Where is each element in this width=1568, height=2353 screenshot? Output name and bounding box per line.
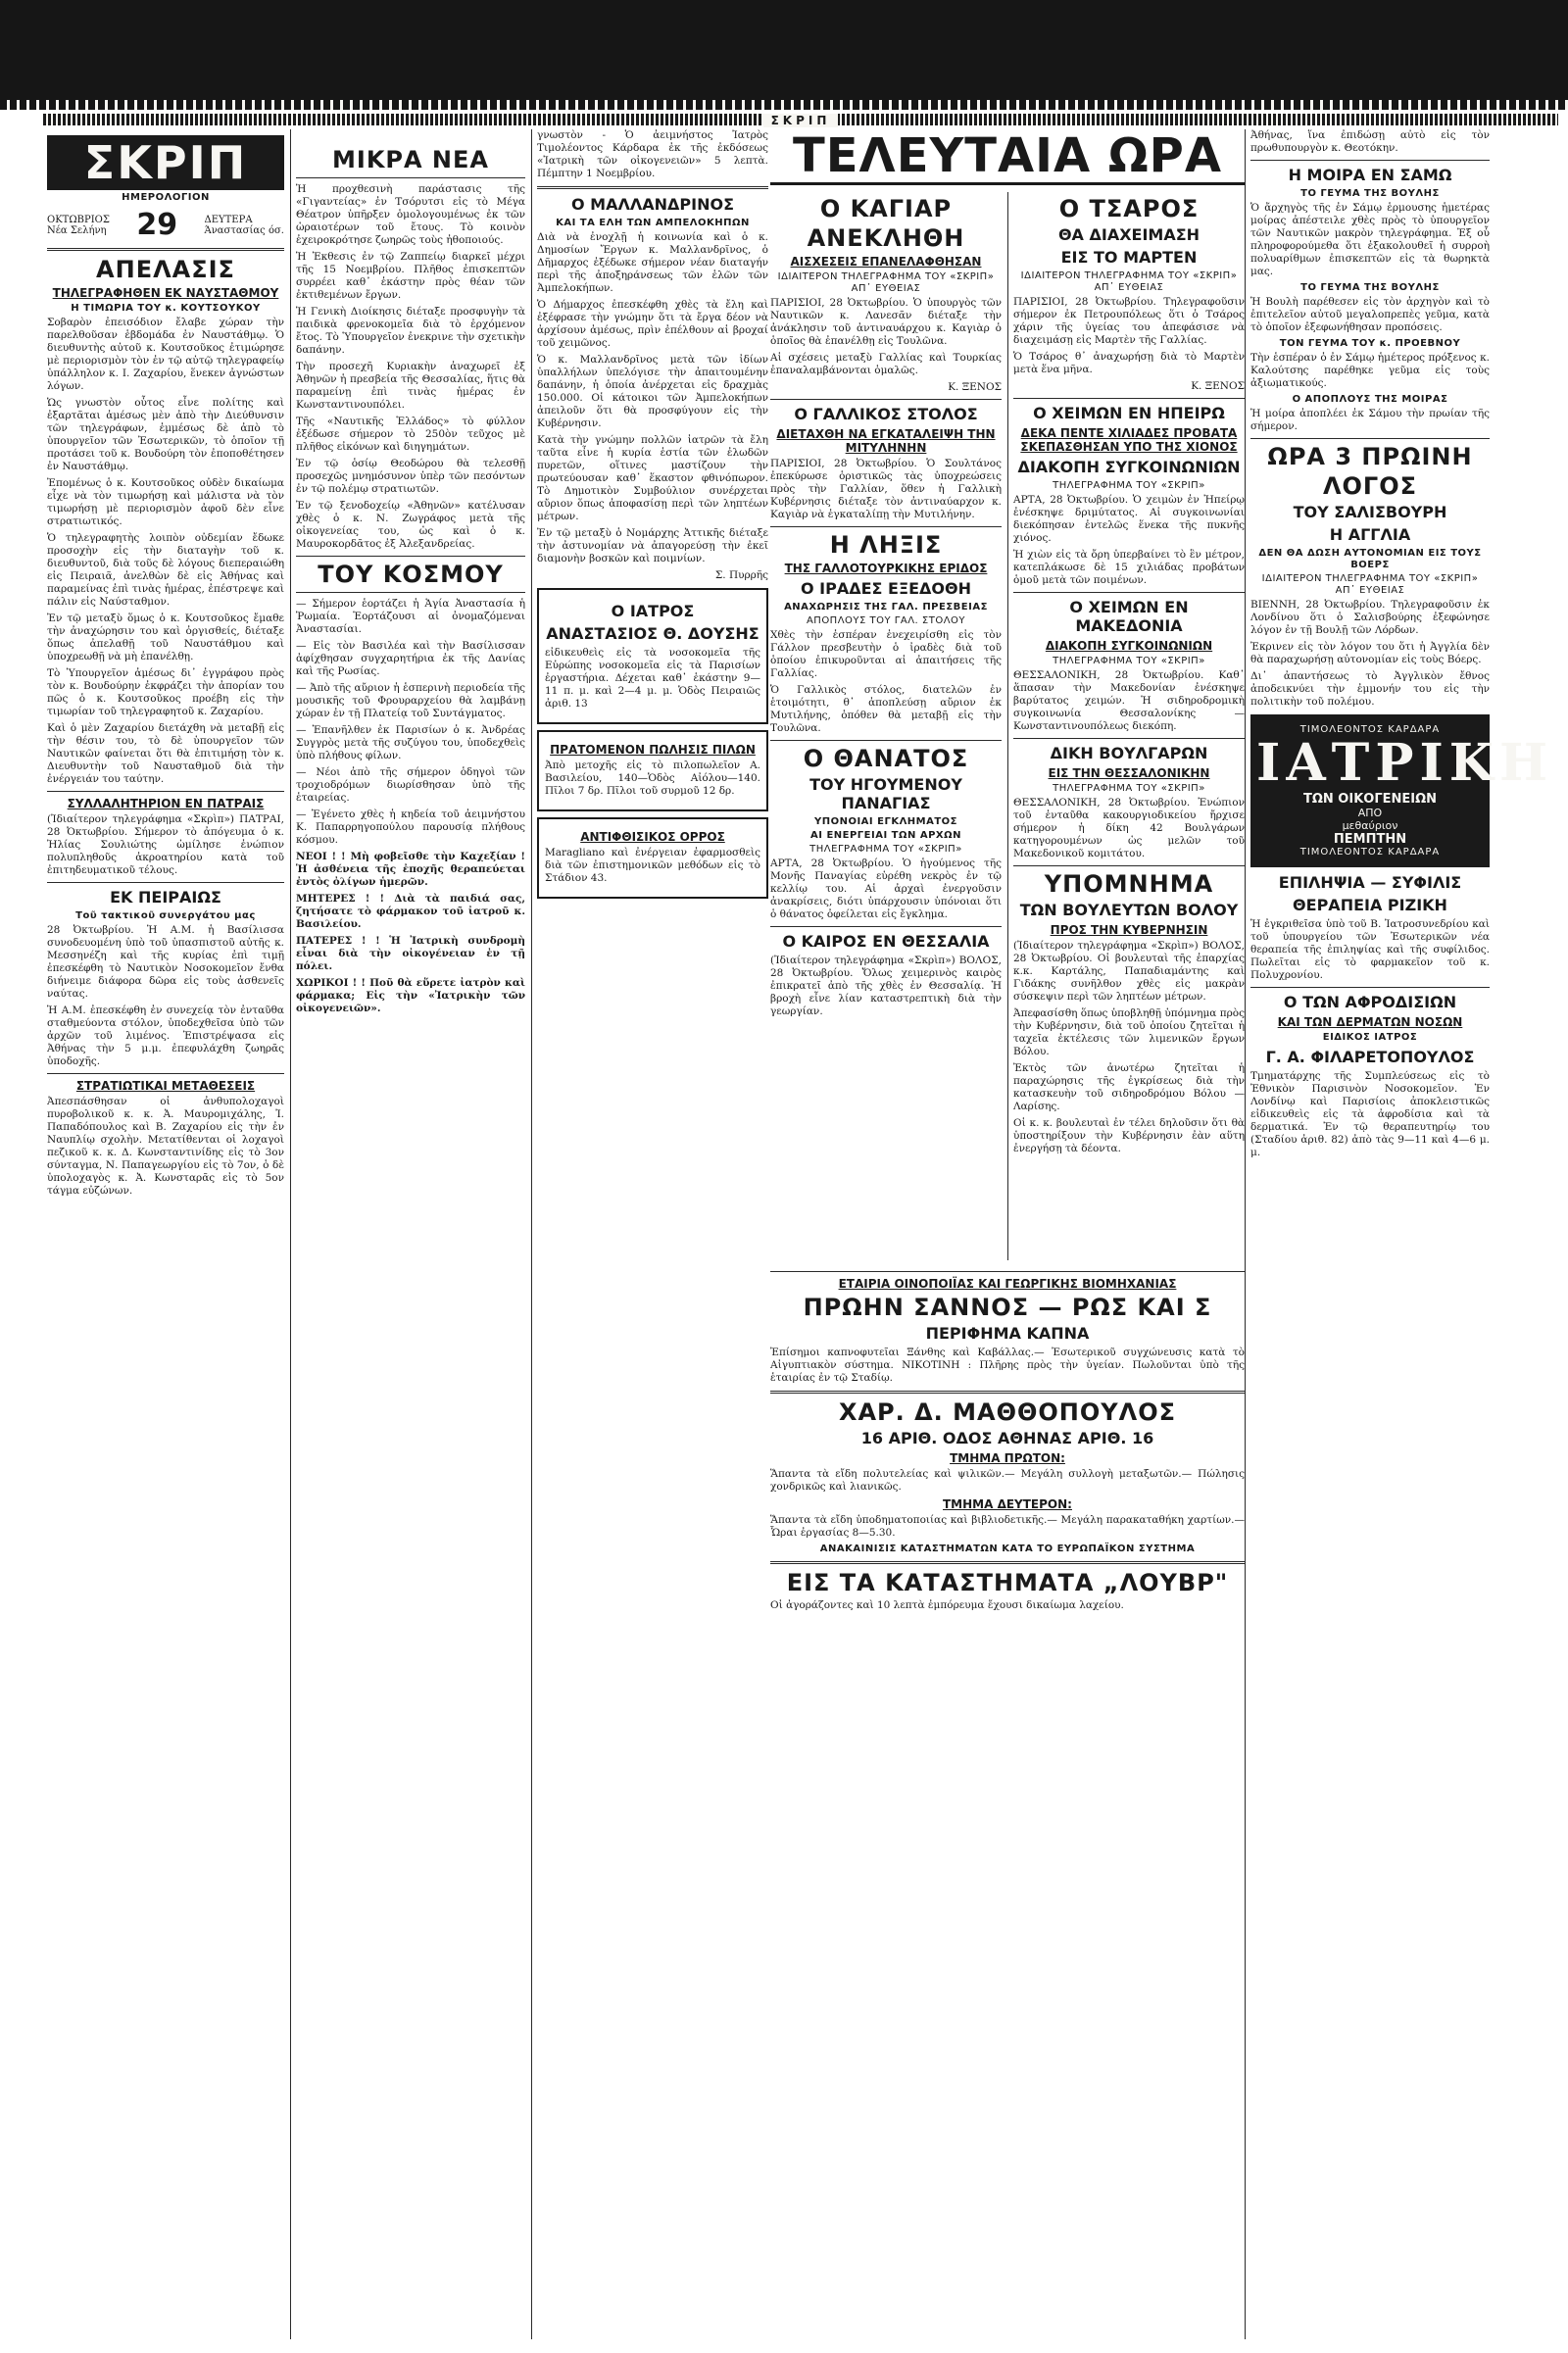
article-paragraph: Ἀπεφασίσθη ὅπως ὑποβληθῇ ὑπόμνημα πρὸς τὴν Κυβέρνησιν, διὰ τοῦ ὁποίου ζητεῖται ἡ ταχεῖα ἐκτέλεσις τῶν λιμενικῶν ἔργων Βόλου. xyxy=(1013,1007,1245,1057)
article-paragraph: ΘΕΣΣΑΛΟΝΙΚΗ, 28 Ὀκτωβρίου. Ἐνώπιον τοῦ ἐνταῦθα κακουργιοδικείου ἤρχισε σήμερον ἡ δίκη 42 Βουλγάρων κατηγορουμένων ὡς μελῶν τοῦ Μακεδονικοῦ κομιτάτου. xyxy=(1013,797,1245,859)
advert-text: Ἐπίσημοι καπνοφυτεῖαι Ξάνθης καὶ Καβάλλας.— Ἐσωτερικοῦ συγχώνευσις κατὰ τὸ Αἰγυπτιακὸν σύστημα. ΝΙΚΟΤΙΝΗ : Πλῆρης πρὸς τὴν ὑγείαν. Πωλοῦνται ὑπὸ τῆς ἑταιρίας ἐν τῷ Σταδίῳ. xyxy=(770,1347,1245,1384)
article-paragraph: Ἐκτὸς τῶν ἀνωτέρω ζητεῖται ἡ παραχώρησις τῆς ἐγκρίσεως διὰ τὴν κατασκευὴν τοῦ σιδηροδρόμου Βόλου — Λαρίσης. xyxy=(1013,1062,1245,1112)
article-byline: ΤΗΛΕΓΡΑΦΗΜΑ ΤΟΥ «ΣΚΡΙΠ» xyxy=(1053,656,1205,666)
column-rule xyxy=(531,129,532,2339)
article-paragraph: Ἐν τῷ μεταξὺ ὅμως ὁ κ. Κουτσοῦκος ἔμαθε τὴν ἀναχώρησιν του καὶ ὀργισθείς, διέταξε ὅπως ἀπελαθῇ τοῦ Ναυστάθμου καὶ ὑποχρεωθῇ νὰ μὴ ἐπανέλθῃ. xyxy=(47,613,284,662)
article-paragraph: Ὁ Τσάρος θ᾿ ἀναχωρήσῃ διὰ τὸ Μαρτὲν μετὰ ἕνα μῆνα. xyxy=(1013,351,1245,375)
store-section-title: ΤΜΗΜΑ ΠΡΩΤΟΝ: xyxy=(950,1451,1065,1465)
article-subheadline: ΤΗΣ ΓΑΛΛΟΤΟΥΡΚΙΚΗΣ ΕΡΙΔΟΣ xyxy=(784,562,988,575)
article-paragraph: Καὶ ὁ μὲν Ζαχαρίου διετάχθη νὰ μεταβῇ εἰς τὴν θέσιν του, τὸ δὲ ὑπουργεῖον τῶν Ναυτικῶν φαίνεται ὅτι θὰ ἐπιτιμήσῃ τὸν κ. Διευθυντὴν τοῦ Ναυσταθμοῦ διὰ τὴν ἐνέργειάν του ταύτην. xyxy=(47,722,284,785)
divider xyxy=(1013,738,1245,739)
latest-hour-banner: ΤΕΛΕΥΤΑΙΑ ΩΡΑ xyxy=(770,129,1245,185)
article-subheadline: ΕΙΣ ΤΗΝ ΘΕΣΣΑΛΟΝΙΚΗΝ xyxy=(1048,766,1210,780)
wine-company-name: ΠΡΩΗΝ ΣΑΝΝΟΣ — ΡΩΣ ΚΑΙ Σ xyxy=(803,1294,1212,1321)
calendar-title: ΗΜΕΡΟΛΟΓΙΟΝ xyxy=(122,192,210,203)
advert-name: ΑΝΑΣΤΑΣΙΟΣ Θ. ΔΟΥΣΗΣ xyxy=(546,624,760,643)
article-subheadline: ΔΕΝ ΘΑ ΔΩΣΗ ΑΥΤΟΝΟΜΙΑΝ ΕΙΣ ΤΟΥΣ ΒΟΕΡΣ xyxy=(1258,548,1482,570)
article-byline: ΙΔΙΑΙΤΕΡΟΝ ΤΗΛΕΓΡΑΦΗΜΑ ΤΟΥ «ΣΚΡΙΠ» ΑΠ᾿ ΕΥΘΕΙΑΣ xyxy=(1020,270,1238,293)
article-paragraph: Ὁ ἄρχηγὸς τῆς ἐν Σάμῳ ἑρμουσης ἡμετέρας μοίρας ἀπέστειλε χθὲς πρὸς τὸ ὑπουργεῖον τῶν Ναυτικῶν μακρὸν τηλεγράφημα. Ἐξ οὗ πληροφορούμεθα ὅτι ἐξακολουθεῖ ἡ συρροὴ πολυαρίθμων ἐπισκεπτῶν εἰς τὰ θωρηκτὰ μας. xyxy=(1250,202,1490,277)
advert-title: ΠΡΑΤΟΜΕΝΟΝ ΠΩΛΗΣΙΣ ΠΙΛΩΝ xyxy=(550,743,756,757)
calendar-saint: Άναστασίας όσ. xyxy=(204,224,284,236)
advert-line: ΜΗΤΕΡΕΣ ! ! Διὰ τὰ παιδιά σας, ζητήσατε τὸ φάρμακον τοῦ ἰατροῦ κ. Βασιλείου. xyxy=(296,893,525,930)
column-rule xyxy=(290,129,291,2339)
article-subheadline: ΑΙ ΕΝΕΡΓΕΙΑΙ ΤΩΝ ΑΡΧΩΝ xyxy=(810,830,961,841)
advert-block xyxy=(770,1266,1245,1616)
article-tsar xyxy=(1013,192,1245,1159)
news-item: Ἐν τῷ ὁσίῳ Θεοδώρου θὰ τελεσθῇ προσεχῶς μνημόσυνον ὑπὲρ τῶν πεσόντων ἐν τῷ πολέμῳ στρατιωτῶν. xyxy=(296,458,525,495)
article-headline: Ο ΧΕΙΜΩΝ ΕΝ ΗΠΕΙΡΩ xyxy=(1033,404,1225,422)
advert-text: εἰδικευθεὶς εἰς τὰ νοσοκομεῖα τῆς Εὐρώπης νοσοκομεῖα εἰς τὰ Παρισίων ἐργαστήρια. Δέχεται καθ᾿ ἑκάστην 9—11 π. μ. καὶ 2—4 μ. μ. Ὁδὸς Πειραιῶς ἀριθ. 13 xyxy=(545,647,760,710)
divider xyxy=(296,592,525,593)
store-note: ΑΝΑΚΑΙΝΙΣΙΣ ΚΑΤΑΣΤΗΜΑΤΩΝ ΚΑΤΑ ΤΟ ΕΥΡΩΠΑΪΚΟΝ ΣΥΣΤΗΜΑ xyxy=(819,1544,1196,1554)
divider xyxy=(1250,160,1490,161)
article-subheadline: ΕΙΔΙΚΟΣ ΙΑΤΡΟΣ xyxy=(1322,1032,1418,1043)
advert-text: Ἀπὸ μετοχῆς εἰς τὸ πιλοπωλεῖον Α. Βασιλείου, 140—Ὁδὸς Αἰόλου—140. Πῖλοι 7 δρ. Πῖλοι τοῦ συρμοῦ 12 δρ. xyxy=(545,760,760,797)
article-paragraph: Κατὰ τὴν γνώμην πολλῶν ἰατρῶν τὰ ἔλη ταῦτα εἶνε ἡ κυρία ἑστία τῶν ἐλωδῶν πυρετῶν, οἵτινες μαστίζουν τὴν πρωτεύουσαν καθ᾿ ἕκαστον φθινόπωρον. Τὸ Δημοτικὸν Συμβούλιον συνέρχεται αὔριον ὅπως ἀποφασίσῃ περὶ τῶν ληπτέων μέτρων. xyxy=(537,434,768,522)
article-paragraph: Χθὲς τὴν ἑσπέραν ἐνεχειρίσθη εἰς τὸν Γάλλον πρεσβευτὴν ὁ ἰραδὲς διὰ τοῦ ὁποίου ἐπικυροῦνται αἱ ἀπαιτήσεις τῆς Γαλλίας. xyxy=(770,629,1002,679)
news-item: Ἡ προχθεσινὴ παράστασις τῆς «Γιγαντείας» ἐν Τσόρυτσι εἰς τὸ Μέγα Θέατρον ὑπῆρξεν ὁμολογουμένως ἐκ τῶν ὡραιοτέρων τοῦ ἔτους. Τὸ κοινὸν ἐχειροκρότησε ζωηρῶς τοὺς ἠθοποιούς. xyxy=(296,183,525,246)
article-kagiar xyxy=(770,192,1002,1022)
divider xyxy=(770,526,1002,527)
article-subheadline: ΘΕΡΑΠΕΙΑ ΡΙΖΙΚΗ xyxy=(1293,896,1447,914)
advert-author: ΤΙΜΟΛΕΟΝΤΟΣ ΚΑΡΔΑΡΑ xyxy=(1299,724,1441,735)
iatriki-book-advert xyxy=(1250,714,1554,867)
article-subheadline: Η ΑΓΓΛΙΑ xyxy=(1329,525,1411,544)
advert-author: ΤΙΜΟΛΕΟΝΤΟΣ ΚΑΡΔΑΡΑ xyxy=(1299,847,1441,858)
divider xyxy=(770,1271,1245,1272)
article-subheadline: ΑΠΟΠΛΟΥΣ ΤΟΥ ΓΑΛ. ΣΤΟΛΟΥ xyxy=(806,615,966,626)
news-item: — Ἐπανῆλθεν ἐκ Παρισίων ὁ κ. Ἀνδρέας Συγγρὸς μετὰ τῆς συζύγου του, ὑποδεχθεὶς ὑπὸ πλήθους φίλων. xyxy=(296,724,525,761)
news-item: — Σήμερον ἑορτάζει ἡ Ἁγία Ἀναστασία ἡ Ῥωμαία. Ἑορτάζουσι αἱ ὀνομαζόμεναι Ἀναστασίαι. xyxy=(296,598,525,635)
advert-line: ΝΕΟΙ ! ! Μὴ φοβεῖσθε τὴν Καχεξίαν ! Ἡ ἀσθένεια τῆς ἐποχῆς θεραπεύεται ἐντὸς ὀλίγων ἡμερῶν. xyxy=(296,851,525,888)
article-subheadline: ΠΡΟΣ ΤΗΝ ΚΥΒΕΡΝΗΣΙΝ xyxy=(1050,923,1208,937)
divider xyxy=(1013,592,1245,593)
article-paragraph: Ἐν τῷ μεταξὺ ὁ Νομάρχης Ἀττικῆς διέταξε τὴν ἀστυνομίαν νὰ ἀπαγορεύσῃ τὴν ἐκεῖ διαμονὴν βοσκῶν καὶ ποιμνίων. xyxy=(537,527,768,564)
article-signature: Σ. Πυρρῆς xyxy=(714,569,768,581)
article-headline: ΑΝΕΚΛΗΘΗ xyxy=(807,224,965,252)
calendar-weekday: ΔΕΥΤΕΡΑ xyxy=(204,214,253,225)
divider xyxy=(537,186,768,189)
divider xyxy=(770,926,1002,927)
article-signature: Κ. ΞΕΝΟΣ xyxy=(948,381,1002,393)
hat-shop-advert xyxy=(537,730,768,811)
article-paragraph: ΠΑΡΙΣΙΟΙ, 28 Ὀκτωβρίου. Ὁ ὑπουργὸς τῶν Ναυτικῶν κ. Λανεσᾶν διέταξε τὴν ἀνάκλησιν τοῦ ἀντιναυάρχου κ. Καγιὰρ ὁ ὁποῖος θὰ ἐπανέλθῃ εἰς Τουλῶνα. xyxy=(770,297,1002,347)
article-paragraph: Ὁ τηλεγραφητὴς λοιπὸν οὐδεμίαν ἔδωκε προσοχὴν εἰς τὴν διαταγὴν τοῦ κ. διευθυντοῦ, διὰ τοῦς δὲ λόγους διεπεραιώθη εἰς Πειραιᾶ, ἀνελθὼν δὲ εἰς Ἀθήνας καὶ παραμείνας ἐπὶ τινὰς ἡμέρας, ἐπέστρεψε καὶ πάλιν εἰς Ναύσταθμον. xyxy=(47,532,284,608)
advert-title: Ο ΙΑΤΡΟΣ xyxy=(611,602,695,620)
article-paragraph: (Ἰδιαίτερον τηλεγράφημα «Σκρὶπ») ΠΑΤΡΑΙ, 28 Ὀκτωβρίου. Σήμερον τὸ ἀπόγευμα ὁ κ. Ἠλίας Σουλιώτης ὡμίλησε ἐνώπιον πολυπληθοῦς ἀκροατηρίου κατὰ τοῦ ἐπιτηδευματικοῦ τέλους. xyxy=(47,813,284,876)
article-headline: ΥΠΟΜΝΗΜΑ xyxy=(1044,870,1214,898)
article-subheadline: ΑΝΑΧΩΡΗΣΙΣ ΤΗΣ ΓΑΛ. ΠΡΕΣΒΕΙΑΣ xyxy=(784,602,988,613)
article-subheadline: ΤΟ ΓΕΥΜΑ ΤΗΣ ΒΟΥΛΗΣ xyxy=(1300,282,1440,293)
article-headline: ΕΠΙΛΗΨΙΑ — ΣΥΦΙΛΙΣ xyxy=(1278,873,1462,892)
article-paragraph: Ἀθήνας, ἵνα ἐπιδώσῃ αὐτὸ εἰς τὸν πρωθυπουργὸν κ. Θεοτόκην. xyxy=(1250,129,1490,154)
article-byline: ΤΗΛΕΓΡΑΦΗΜΑ ΤΟΥ «ΣΚΡΙΠ» xyxy=(1053,480,1205,491)
advert-line: ΠΑΤΕΡΕΣ ! ! Ἡ Ἰατρικὴ συνδρομὴ εἶναι διὰ τὴν οἰκογένειαν ἐν τῇ πόλει. xyxy=(296,935,525,972)
newspaper-masthead: ΣΚΡΙΠ xyxy=(47,135,284,190)
article-paragraph: ΘΕΣΣΑΛΟΝΙΚΗ, 28 Ὀκτωβρίου. Καθ᾿ ἅπασαν τὴν Μακεδονίαν ἐνέσκηψε βαρύτατος χειμών. Ἡ σιδηροδρομικὴ συγκοινωνία Θεσσαλονίκης — Κωνσταντινουπόλεως διεκόπη. xyxy=(1013,669,1245,732)
news-item: Ἐν τῷ ξενοδοχείῳ «Ἀθηνῶν» κατέλυσαν χθὲς ὁ κ. Ν. Ζωγράφος μετὰ τῆς οἰκογενείας του, ὡς καὶ ὁ κ. Μαυροκορδᾶτος ἐξ Ἀλεξανδρείας. xyxy=(296,500,525,550)
article-paragraph: Διὰ νὰ ἐνοχλῇ ἡ κοινωνία καὶ ὁ κ. Δημοσίων Ἔργων κ. Μαλλανδρῖνος, ὁ Δῆμαρχος ἐξέδωκε σήμερον νέαν διαταγήν περὶ τῆς ἀποξηράνσεως τῶν ἑλῶν τῶν Ἀμπελοκήπων. xyxy=(537,231,768,294)
section-headline: ΤΟΥ ΚΟΣΜΟΥ xyxy=(318,561,504,588)
calendar-day-number: 29 xyxy=(136,208,178,242)
article-subheadline: ΕΙΣ ΤΟ ΜΑΡΤΕΝ xyxy=(1060,248,1198,267)
article-headline: ΑΠΕΛΑΣΙΣ xyxy=(96,256,235,283)
article-headline: Η ΜΟΙΡΑ ΕΝ ΣΑΜΩ xyxy=(1288,166,1452,184)
advert-line: ΠΕΜΠΤΗΝ xyxy=(1333,832,1407,847)
article-subheadline: ΔΙΑΚΟΠΗ ΣΥΓΚΟΙΝΩΝΙΩΝ xyxy=(1017,458,1241,476)
divider xyxy=(1250,987,1490,988)
article-headline: Ο ΓΑΛΛΙΚΟΣ ΣΤΟΛΟΣ xyxy=(794,405,978,423)
article-paragraph: Ὡς γνωστὸν οὗτος εἶνε πολίτης καὶ ἐξαρτᾶται ἀμέσως μὲν ἀπὸ τὴν Διεύθυνσιν τῶν τηλεγράφων, ἐμμέσως δὲ ἀπὸ τὸ ὑπουργεῖον τῶν Ἐσωτερικῶν, τὸ ὁποῖον τῇ προτάσει τοῦ κ. Βουδούρη τὸν ἐποποθέτησεν ἐν Ναυστάθμῳ. xyxy=(47,397,284,472)
store-address: 16 ΑΡΙΘ. ΟΔΟΣ ΑΘΗΝΑΣ ΑΡΙΘ. 16 xyxy=(860,1429,1154,1447)
article-subheadline: ΤΟ ΓΕΥΜΑ ΤΗΣ ΒΟΥΛΗΣ xyxy=(1300,188,1440,199)
article-paragraph: (Ἰδιαίτερον τηλεγράφημα «Σκρὶπ») ΒΟΛΟΣ, 28 Ὀκτωβρίου. Ὄλως χειμερινὸς καιρὸς ἐπικρατεῖ ἀπὸ τῆς χθὲς ἐν Θεσσαλίᾳ. Ἡ βροχὴ εἶνε λίαν καταστρεπτικὴ διὰ τὴν γεωργίαν. xyxy=(770,955,1002,1017)
serum-advert xyxy=(537,817,768,899)
advert-title: ΙΑΤΡΙΚΗ xyxy=(1256,733,1554,793)
article-headline: Ο ΜΑΛΛΑΝΔΡΙΝΟΣ xyxy=(571,195,734,214)
running-head-title: ΣΚΡΙΠ xyxy=(763,114,839,127)
divider xyxy=(770,740,1002,741)
article-headline: ΣΥΛΛΑΛΗΤΗΡΙΟΝ ΕΝ ΠΑΤΡΑΙΣ xyxy=(67,797,265,810)
article-paragraph: 28 Ὀκτωβρίου. Ἡ Α.Μ. ἡ Βασίλισσα συνοδευομένη ὑπὸ τοῦ ὑπασπιστοῦ αὐτῆς κ. Μεσσηνέζη καὶ τῆς κυρίας ἐπὶ τιμῇ ἐπεσκέφθη τὸ Ναυτικὸν Νοσοκομεῖον ἔνθα διήνειμε διάφορα δῶρα εἰς τοὺς ἀσθενεῖς ναύτας. xyxy=(47,924,284,1000)
article-paragraph: Ἡ ἐγκριθεῖσα ὑπὸ τοῦ Β. Ἰατροσυνεδρίου καὶ τοῦ ὑπουργείου τῶν Ἐσωτερικῶν νέα θεραπεία τῆς ἐπιληψίας καὶ τῆς συφίλιδος. Πωλεῖται εἰς τὸ φαρμακεῖον τοῦ κ. Πολυχρονίου. xyxy=(1250,918,1490,981)
wine-company-product: ΠΕΡΙΦΗΜΑ ΚΑΠΝΑ xyxy=(925,1324,1090,1343)
running-head xyxy=(43,114,1558,125)
article-subheadline: Τοῦ τακτικοῦ συνεργάτου μας xyxy=(75,910,256,921)
article-headline: ΛΟΓΟΣ xyxy=(1322,472,1418,500)
news-item: Ἡ Ἐκθεσις ἐν τῷ Ζαππείῳ διαρκεῖ μέχρι τῆς 15 Νοεμβρίου. Πλῆθος ἐπισκεπτῶν συρρέει καθ᾿ ἑκάστην πρὸς θέαν τῶν ἐκτιθεμένων ἔργων. xyxy=(296,251,525,301)
article-subheadline: ΔΙΕΤΑΧΘΗ ΝΑ ΕΓΚΑΤΑΛΕΙΨΗ ΤΗΝ ΜΙΤΥΛΗΝΗΝ xyxy=(776,427,996,455)
calendar-moon: Νέα Σελήνη xyxy=(47,224,107,236)
article-paragraph: Σοβαρὸν ἐπεισόδιον ἔλαβε χώραν τὴν παρελθοῦσαν ἑβδομάδα ἐν Ναυστάθμῳ. Ὁ διευθυντὴς αὐτοῦ κ. Κουτσοῦκος ἐτιμώρησε μὲ περιορισμὸν τὸν ἐν τῷ αὐτῷ τηλεγραφείῳ ὑπάλληλον κ. Ι. Ζαχαρίου, ἕνεκεν ἀγνώστων λόγων. xyxy=(47,317,284,392)
divider xyxy=(296,556,525,557)
calendar-left xyxy=(47,215,110,236)
news-item: — Ἐγένετο χθὲς ἡ κηδεία τοῦ ἀειμνήστου Κ. Παπαρρηγοπούλου παρουσίᾳ πλήθους κόσμου. xyxy=(296,809,525,846)
column-3 xyxy=(537,129,768,2339)
article-byline: ΤΗΛΕΓΡΑΦΗΜΑ ΤΟΥ «ΣΚΡΙΠ» xyxy=(809,844,962,855)
advert-text: Οἱ ἀγοράζοντες καὶ 10 λεπτὰ ἐμπόρευμα ἔχουσι δικαίωμα λαχείου. xyxy=(770,1599,1124,1611)
article-subheadline: ΤΗΛΕΓΡΑΦΗΘΕΝ ΕΚ ΝΑΥΣΤΑΘΜΟΥ xyxy=(52,286,279,300)
advert-line: ΧΩΡΙΚΟΙ ! ! Ποῦ θὰ εὕρετε ἰατρὸν καὶ φάρμακα; Εἰς τὴν «Ἰατρικὴν τῶν οἰκογενειῶν». xyxy=(296,977,525,1014)
advert-text: Ἅπαντα τὰ εἴδη ὑποδηματοποιίας καὶ βιβλιοδετικῆς.— Μεγάλη παρακαταθήκη χαρτίων.— Ὧραι ἐργασίας 8—5.30. xyxy=(770,1514,1245,1539)
article-subheadline: ΑΙΣΧΕΣΕΙΣ ΕΠΑΝΕΛΑΦΘΗΣΑΝ xyxy=(790,255,982,269)
article-headline: ΩΡΑ 3 ΠΡΩΙΝΗ xyxy=(1267,443,1473,470)
article-byline: ΙΔΙΑΙΤΕΡΟΝ ΤΗΛΕΓΡΑΦΗΜΑ ΤΟΥ «ΣΚΡΙΠ» ΑΠ᾿ ΕΥΘΕΙΑΣ xyxy=(1261,573,1479,596)
latest-news-area xyxy=(770,129,1568,2339)
news-item: Ἡ Γενικὴ Διοίκησις διέταξε προσφυγὴν τὰ παιδικὰ φρενοκομεῖα διὰ τὸ ἐρχόμενον ἔτος. Τὸ Ὑπουργεῖον ἐνεκρινε τὴν σχετικὴν δαπάνην. xyxy=(296,306,525,356)
article-paragraph: Ὁ Δήμαρχος ἐπεσκέφθη χθὲς τὰ ἔλη καὶ ἐξέφρασε τὴν γνώμην ὅτι τὰ ἔργα δέον νὰ ἀρχίσουν ἀμέσως, πρὶν ἐπέλθουν αἱ βροχαί τοῦ χειμῶνος. xyxy=(537,299,768,349)
divider xyxy=(47,882,284,883)
advert-subtitle: ΤΩΝ ΟΙΚΟΓΕΝΕΙΩΝ xyxy=(1302,792,1438,807)
article-subheadline: ΚΑΙ ΤΩΝ ΔΕΡΜΑΤΩΝ ΝΟΣΩΝ xyxy=(1277,1015,1463,1029)
advert-title: ΑΝΤΙΦΘΙΣΙΚΟΣ ΟΡΡΟΣ xyxy=(580,830,725,844)
divider xyxy=(1013,398,1245,399)
article-subheadline: ΤΩΝ ΒΟΥΛΕΥΤΩΝ ΒΟΛΟΥ xyxy=(1019,901,1239,919)
wine-company-title: ΕΤΑΙΡΙΑ ΟΙΝΟΠΟΙΪΑΣ ΚΑΙ ΓΕΩΡΓΙΚΗΣ ΒΙΟΜΗΧΑΝΙΑΣ xyxy=(838,1277,1177,1291)
article-byline: ΤΗΛΕΓΡΑΦΗΜΑ ΤΟΥ «ΣΚΡΙΠ» xyxy=(1053,783,1205,794)
louvre-store-title: ΕΙΣ ΤΑ ΚΑΤΑΣΤΗΜΑΤΑ „ΛΟΥΒΡ" xyxy=(786,1569,1229,1596)
article-paragraph: Οἱ κ. κ. βουλευταὶ ἐν τέλει δηλοῦσιν ὅτι θὰ ὑποστηρίξουν τὴν Κυβέρνησιν ἐὰν αὕτη ἐνεργήσῃ τὰ δέοντα. xyxy=(1013,1117,1245,1154)
article-paragraph: Ἡ Α.Μ. ἐπεσκέφθη ἐν συνεχείᾳ τὸν ἐνταῦθα σταθμεύοντα στόλον, ὑποδεχθεῖσα ὑπὸ τῶν ἀρχῶν τοῦ λιμένος. Ἐπιστρέψασα εἰς Ἀθήνας τὴν 5 μ.μ. ἐπεφυλάχθη ζωηρᾶς ὑποδοχῆς. xyxy=(47,1005,284,1067)
article-headline: ΘΑ ΔΙΑΧΕΙΜΑΣΗ xyxy=(1057,225,1200,244)
article-headline: ΕΚ ΠΕΙΡΑΙΩΣ xyxy=(110,888,221,907)
column-2 xyxy=(296,129,525,2339)
section-headline: ΜΙΚΡΑ ΝΕΑ xyxy=(332,146,489,173)
article-paragraph: ΠΑΡΙΣΙΟΙ, 28 Ὀκτωβρίου. Ὁ Σουλτάνος ἐπεκύρωσε ὁριστικῶς τὰς ὑποχρεώσεις πρὸς τὴν Γαλλίαν, ὅθεν ἡ Γαλλικὴ Κυβέρνησις διέταξε τὸν ἀντιναύαρχον κ. Καγιὰρ νὰ ἐγκαταλίπῃ τὴν Μυτιλήνην. xyxy=(770,458,1002,520)
store-section-title: ΤΜΗΜΑ ΔΕΥΤΕΡΟΝ: xyxy=(943,1497,1072,1511)
article-paragraph: Τὸ Ὑπουργεῖον ἀμέσως δι᾿ ἐγγράφου πρὸς τὸν κ. Βουδούρην ἐκφράζει τὴν ἀπορίαν του πῶς ὁ κ. Κουτσοῦκος προέβη εἰς τὴν τιμωρίαν τοῦ τηλεγραφητοῦ κ. Ζαχαρίου. xyxy=(47,667,284,717)
advert-line: μεθαύριον xyxy=(1342,819,1398,832)
article-headline: Ο ΘΑΝΑΤΟΣ xyxy=(803,745,969,772)
calendar-right xyxy=(205,215,284,236)
column-rule xyxy=(1007,192,1008,1260)
divider xyxy=(1013,865,1245,866)
doctor-name: Γ. Α. ΦΙΛΑΡΕΤΟΠΟΥΛΟΣ xyxy=(1265,1048,1475,1066)
calendar-month: ΟΚΤΩΒΡΙΟΣ xyxy=(47,214,110,225)
article-subheadline: Η ΤΙΜΩΡΙΑ ΤΟΥ κ. ΚΟΥΤΣΟΥΚΟΥ xyxy=(71,303,261,314)
scan-border-edge xyxy=(0,100,1568,110)
article-paragraph: Δι᾿ ἀπαντήσεως τὸ Ἀγγλικὸν ἔθνος ἀποδεικνύει τὴν ἐμμονήν του εἰς τὴν πολιτικὴν τοῦ πολέμου. xyxy=(1250,670,1490,708)
article-subheadline: ΤΟΝ ΓΕΥΜΑ ΤΟΥ κ. ΠΡΟΕΒΝΟΥ xyxy=(1279,338,1461,349)
divider xyxy=(1250,438,1490,439)
article-subheadline: ΔΙΑΚΟΠΗ ΣΥΓΚΟΙΝΩΝΙΩΝ xyxy=(1045,639,1213,653)
article-headline: Ο ΚΑΙΡΟΣ ΕΝ ΘΕΣΣΑΛΙΑ xyxy=(782,932,990,951)
article-subheadline: ΤΟΥ ΗΓΟΥΜΕΝΟΥ ΠΑΝΑΓΙΑΣ xyxy=(809,775,962,812)
advert-line: ΑΠΟ xyxy=(1357,807,1383,819)
column-5 xyxy=(1250,129,1554,1163)
article-paragraph: Ὁ κ. Μαλλανδρῖνος μετὰ τῶν ἰδίων ὑπαλλήλων ὑπελόγισε τὴν ἀπαιτουμένην δαπάνην, ἡ ὁποία ἀνέρχεται εἰς δραχμὰς 150.000. Οἱ κάτοικοι τῶν Ἀμπελοκήπων ἀπειλοῦν ὅτι θὰ προσφύγουν εἰς τὴν Κυβέρνησιν. xyxy=(537,354,768,429)
article-signature: Κ. ΞΕΝΟΣ xyxy=(1191,380,1245,392)
article-paragraph: ΠΑΡΙΣΙΟΙ, 28 Ὀκτωβρίου. Τηλεγραφοῦσιν σήμερον ἐκ Πετρουπόλεως ὅτι ὁ Τσάρος χάριν τῆς ὑγείας του ἀπεφάσισε νὰ διαχειμάσῃ εἰς Μαρτὲν τῆς Γαλλίας. xyxy=(1013,296,1245,346)
divider xyxy=(47,248,284,251)
doctor-advert xyxy=(537,588,768,724)
article-paragraph: Ὁ Γαλλικὸς στόλος, διατελῶν ἐν ἑτοιμότητι, θ᾿ ἀποπλεύσῃ αὔριον ἐκ Μυτιλήνης, ὁπόθεν θὰ μεταβῇ εἰς τὴν Τουλῶνα. xyxy=(770,684,1002,734)
news-item: Τῆς «Ναυτικῆς Ἑλλάδος» τὸ φύλλον ἐξέδωσε σήμερον τὸ 250ὸν τεῦχος μὲ πλῆθος εἰκόνων καὶ διηγημάτων. xyxy=(296,416,525,453)
article-byline: ΙΔΙΑΙΤΕΡΟΝ ΤΗΛΕΓΡΑΦΗΜΑ ΤΟΥ «ΣΚΡΙΠ» ΑΠ᾿ ΕΥΘΕΙΑΣ xyxy=(777,271,995,294)
article-paragraph: ΒΙΕΝΝΗ, 28 Ὀκτωβρίου. Τηλεγραφοῦσιν ἐκ Λονδίνου ὅτι ὁ Σαλισβούρης ἐξεφώνησε λόγον ἐν τῇ Βουλῇ τῶν Λόρδων. xyxy=(1250,599,1490,636)
article-paragraph: (Ἰδιαίτερον τηλεγράφημα «Σκρὶπ») ΒΟΛΟΣ, 28 Ὀκτωβρίου. Οἱ βουλευταὶ τῆς ἐπαρχίας κ.κ. Καρτάλης, Παπαδιαμάντης καὶ Γιδάκης συνῆλθον χθὲς εἰς μακρὰν σύσκεψιν περὶ τῶν ληπτέων μέτρων. xyxy=(1013,940,1245,1003)
news-item: — Ἀπὸ τῆς αὔριον ἡ ἑσπερινὴ περιοδεία τῆς μουσικῆς τοῦ Φρουραρχείου θὰ λαμβάνῃ χώραν ἐν τῇ Πλατείᾳ τοῦ Συντάγματος. xyxy=(296,682,525,719)
article-paragraph: Ἡ Βουλὴ παρέθεσεν εἰς τὸν ἀρχηγὸν καὶ τὸ ἐπιτελεῖον αὐτοῦ μεγαλοπρεπὲς γεῦμα, κατὰ τὸ ὁποῖον ἐξεφωνήθησαν προπόσεις. xyxy=(1250,296,1490,333)
article-headline: Ο ΤΩΝ ΑΦΡΟΔΙΣΙΩΝ xyxy=(1283,993,1457,1011)
divider xyxy=(296,177,525,178)
divider xyxy=(770,1391,1245,1394)
article-headline: Ο ΧΕΙΜΩΝ ΕΝ ΜΑΚΕΔΟΝΙΑ xyxy=(1069,598,1189,635)
news-item: — Εἰς τὸν Βασιλέα καὶ τὴν Βασίλισσαν ἀφίχθησαν συγχαρητήρια ἐκ τῆς Δανίας καὶ τῆς Ρωσίας. xyxy=(296,640,525,677)
article-paragraph: Ἡ χιὼν εἰς τὰ ὄρη ὑπερβαίνει τὸ ἓν μέτρον, κατεπλάκωσε δὲ 15 χιλιάδας προβάτων ὁμοῦ μετὰ τῶν ποιμένων. xyxy=(1013,549,1245,586)
article-subheadline: Ο ΙΡΑΔΕΣ ΕΞΕΔΟΘΗ xyxy=(801,579,971,598)
article-headline: Η ΛΗΞΙΣ xyxy=(829,531,943,559)
article-subheadline: ΔΕΚΑ ΠΕΝΤΕ ΧΙΛΙΑΔΕΣ ΠΡΟΒΑΤΑ ΣΚΕΠΑΣΘΗΣΑΝ ΥΠΟ ΤΗΣ ΧΙΟΝΟΣ xyxy=(1020,426,1238,454)
article-headline: Ο ΤΣΑΡΟΣ xyxy=(1058,195,1200,222)
news-item: Τὴν προσεχῆ Κυριακὴν ἀναχωρεῖ ἐξ Ἀθηνῶν ἡ πρεσβεία τῆς Θεσσαλίας, ἥτις θὰ παραμείνῃ ἐπὶ τινὰς ἡμέρας ἐν Κωνσταντινουπόλει. xyxy=(296,361,525,411)
article-paragraph: Ἀπεσπάσθησαν οἱ ἀνθυπολοχαγοὶ πυροβολικοῦ κ. κ. Ἀ. Μαυρομιχάλης, Ἰ. Παπαδόπουλος καὶ Β. Ζαχαρίου εἰς τὴν ἐν Ναυπλίῳ σχολὴν. Μετατίθενται οἱ λοχαγοὶ πεζικοῦ κ. κ. Δ. Κωνσταντινίδης εἰς τὸ 3ον σύνταγμα, Ν. Παπαγεωργίου εἰς τὸ 7ον, ὁ δὲ ὑπολοχαγὸς κ. Ἀ. Κωνσταρᾶς εἰς τὸ 5ον τάγμα εὐζώνων. xyxy=(47,1096,284,1197)
article-paragraph: Ἡ μοίρα ἀποπλέει ἐκ Σάμου τὴν πρωίαν τῆς σήμερον. xyxy=(1250,408,1490,432)
advert-text: Ἅπαντα τὰ εἴδη πολυτελείας καὶ ψιλικῶν.— Μεγάλη συλλογὴ μεταξωτῶν.— Πώλησις χονδρικῶς καὶ λιανικῶς. xyxy=(770,1468,1245,1493)
article-subheadline: ΥΠΟΝΟΙΑΙ ΕΓΚΛΗΜΑΤΟΣ xyxy=(813,816,958,827)
article-paragraph: Ἐπομένως ὁ κ. Κουτσοῦκος οὐδὲν δικαίωμα εἶχε νὰ τὸν τιμωρήσῃ καὶ μάλιστα νὰ τὸν τιμωρήσῃ μὲ περιορισμὸν ἀφοῦ δὲν εἶνε στρατιωτικός. xyxy=(47,477,284,527)
column-1 xyxy=(47,129,284,2339)
article-headline: ΔΙΚΗ ΒΟΥΛΓΑΡΩΝ xyxy=(1050,744,1208,762)
divider xyxy=(770,399,1002,400)
article-paragraph: ΑΡΤΑ, 28 Ὀκτωβρίου. Ὁ ἡγούμενος τῆς Μονῆς Παναγίας εὑρέθη νεκρὸς ἐν τῷ κελλίῳ του. Αἱ ἀρχαὶ ἐνεργοῦσιν ἀνακρίσεις, διότι ὑπάρχουσιν ὑπόνοιαι ὅτι ὁ θάνατος ὀφείλεται εἰς ἔγκλημα. xyxy=(770,858,1002,920)
calendar-box xyxy=(47,208,284,242)
article-paragraph: Ἐκρινεν εἰς τὸν λόγον του ὅτι ἡ Ἀγγλία δὲν θὰ παραχωρήσῃ αὐτονομίαν εἰς τοὺς Βόερς. xyxy=(1250,641,1490,665)
store-owner-name: ΧΑΡ. Δ. ΜΑΘΘΟΠΟΥΛΟΣ xyxy=(838,1398,1177,1426)
article-subheadline: ΤΟΥ ΣΑΛΙΣΒΟΥΡΗ xyxy=(1293,503,1447,521)
article-paragraph: Τμηματάρχης τῆς Συμπλεύσεως εἰς τὸ Ἐθνικὸν Παρισινὸν Νοσοκομεῖον. Ἐν Λονδίνῳ καὶ Παρισίοις ἀποκλειστικῶς εἰδικευθεὶς εἰς τὰ ἀφροδίσια καὶ τὰ δερματικά. Ἐν τῷ θεραπευτηρίῳ του (Σταδίου ἀριθ. 82) ἀπὸ τὰς 9—11 καὶ 4—6 μ. μ. xyxy=(1250,1070,1490,1158)
scan-black-border xyxy=(0,0,1568,110)
divider xyxy=(47,1073,284,1074)
article-paragraph: Αἱ σχέσεις μεταξὺ Γαλλίας καὶ Τουρκίας ἐπαναλαμβάνονται ὁμαλῶς. xyxy=(770,352,1002,376)
divider xyxy=(770,1561,1245,1564)
news-item: — Νέοι ἀπὸ τῆς σήμερον ὁδηγοὶ τῶν τροχιοδρόμων διωρίσθησαν ὑπὸ τῆς ἑταιρείας. xyxy=(296,766,525,804)
article-paragraph: Τὴν ἑσπέραν ὁ ἐν Σάμῳ ἡμέτερος πρόξενος κ. Καλούτσης παρέθηκε γεῦμα εἰς τοὺς ἀξιωματικούς. xyxy=(1250,352,1490,389)
article-headline: Ο ΚΑΓΙΑΡ xyxy=(819,195,953,222)
divider xyxy=(47,791,284,792)
article-headline: ΣΤΡΑΤΙΩΤΙΚΑΙ ΜΕΤΑΘΕΣΕΙΣ xyxy=(75,1079,256,1093)
article-paragraph: γνωστὸν - Ὁ ἀειμνήστος Ἰατρὸς Τιμολέοντος Κάρδαρα ἐκ τῆς ἐκδόσεως «Ἰατρικὴ τῶν οἰκογενειῶν» 5 λεπτὰ. Πέμπτην 1 Νοεμβρίου. xyxy=(537,129,768,179)
article-paragraph: ΑΡΤΑ, 28 Ὀκτωβρίου. Ὁ χειμὼν ἐν Ἠπείρῳ ἐνέσκηψε δριμύτατος. Αἱ συγκοινωνίαι διεκόπησαν ἐντελῶς ἕνεκα τῆς πυκνῆς χιόνος. xyxy=(1013,494,1245,544)
advert-text: Maragliano καὶ ἐνέργειαν ἐφαρμοσθεὶς διὰ τῶν ἐπιστημονικῶν μεθόδων εἰς τὸ Στάδιον 43. xyxy=(545,847,760,884)
article-subheadline: ΚΑΙ ΤΑ ΕΛΗ ΤΩΝ ΑΜΠΕΛΟΚΗΠΩΝ xyxy=(556,218,750,228)
article-subheadline: Ο ΑΠΟΠΛΟΥΣ ΤΗΣ ΜΟΙΡΑΣ xyxy=(1292,394,1448,405)
